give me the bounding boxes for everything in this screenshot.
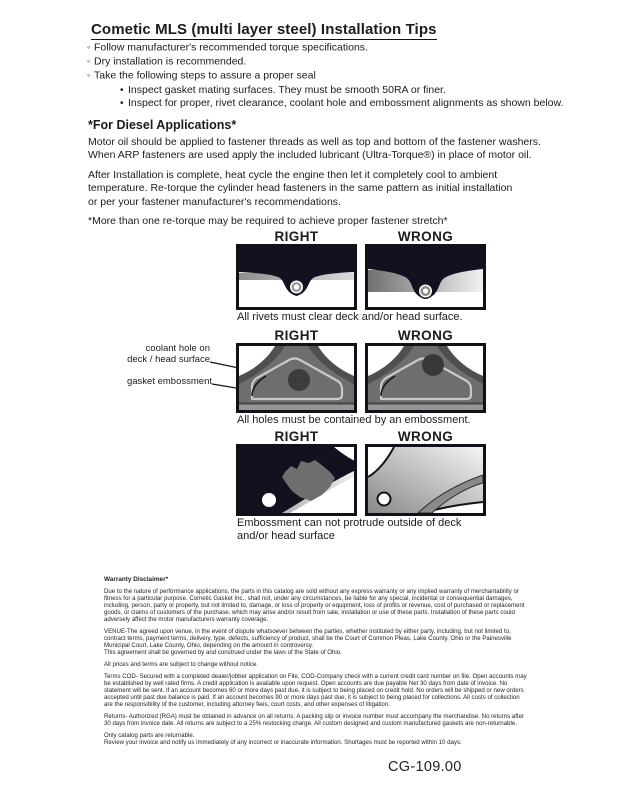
label-gasket-embossment: gasket embossment — [126, 376, 212, 387]
embossment-right-graphic — [239, 447, 354, 513]
diesel-paragraph-2 — [88, 169, 512, 209]
tips-bullet-text: Dry installation is recommended. — [94, 55, 247, 68]
open-bullet-icon: ◦ — [87, 56, 91, 67]
tips-bullet-text: Take the following steps to assure a proper seal — [94, 69, 316, 82]
tips-bullet — [87, 69, 563, 83]
diagram-right-label: RIGHT — [274, 429, 319, 444]
rivet-caption: All rivets must clear deck and/or head surface. — [237, 311, 463, 323]
tips-bullet — [87, 55, 563, 69]
paragraph-line: Motor oil should be applied to fastener threads as well as top and bottom of the fastener washers. — [88, 136, 541, 148]
tips-sub-bullet-text: Inspect for proper, rivet clearance, coolant hole and embossment alignments as shown below. — [128, 97, 564, 110]
diesel-applications-heading: *For Diesel Applications* — [88, 118, 237, 132]
retorque-note: *More than one re-torque may be required to achieve proper fastener stretch* — [88, 215, 448, 227]
paragraph-line: or per your fastener manufacturer's recommendations. — [88, 195, 341, 208]
coolant-hole-graphic — [422, 354, 444, 376]
diagram-embossment-right — [236, 444, 357, 516]
bolt-hole-graphic — [378, 493, 391, 506]
installation-tips-list — [87, 41, 563, 111]
diagram-right-label: RIGHT — [274, 328, 319, 343]
coolant-caption: All holes must be contained by an embossment. — [237, 414, 471, 426]
open-bullet-icon: ◦ — [87, 42, 91, 52]
filled-bullet-icon: • — [120, 84, 124, 96]
diagram-embossment-wrong — [365, 444, 486, 516]
disclaimer-paragraph: VENUE-The agreed upon venue, in the event of dispute whatsoever between the parties, whether instituted by either party, including, but not limited to, contract terms, payment terms, delivery, type, defects, sufficiency of product, shall be the Court of Common Pleas, Lake County, Ohio or the Painesville Municipal Court, Lake County, Ohio, depending on the amount in controversy. This agreement shall be governed by and construed under the laws of the State of Ohio. — [104, 627, 512, 656]
coolant-wrong-graphic — [368, 346, 483, 410]
bolt-hole-graphic — [262, 493, 276, 507]
diagram-right-label: RIGHT — [274, 229, 319, 244]
rivet-wrong-graphic — [368, 247, 483, 307]
diagram-wrong-label: WRONG — [397, 328, 454, 343]
tips-sub-bullet-text: Inspect gasket mating surfaces. They must be smooth 50RA or finer. — [128, 83, 446, 96]
filled-bullet-icon: • — [120, 98, 124, 110]
diesel-paragraph-1 — [88, 136, 541, 163]
tips-sub-bullet — [87, 84, 563, 98]
diagram-rivet-wrong — [365, 244, 486, 310]
tips-bullet-text: Follow manufacturer's recommended torque specifications. — [94, 41, 368, 54]
page-title: Cometic MLS (multi layer steel) Installation Tips — [91, 21, 437, 38]
label-coolant-hole: coolant hole on deck / head surface — [127, 343, 210, 365]
disclaimer-paragraph: All prices and terms are subject to change without notice. — [104, 660, 259, 668]
disclaimer-paragraph: Terms COD- Secured with a completed dealer/jobber application on File, COD-Company check with a current credit card number on file. Open accounts may be established by well rated firms. A credit application is available upon request. Open accounts are due payable Net 30 days from date of invoice. No statement will be sent. If an account becomes 60 or more days past due, it is subject to being placed on credit hold. No orders will be shipped or new orders accepted until past due balance is paid. If an account becomes 90 or more days past due, it is subject to being placed for collections. All costs of collection are the responsibility of the customer, including attorney fees, court costs, and other expenses of litigation. — [104, 672, 527, 708]
paragraph-line: When ARP fasteners are used apply the included lubricant (Ultra-Torque®) in place of motor oil. — [88, 149, 532, 162]
embossment-wrong-graphic — [368, 447, 483, 513]
rivet-right-graphic — [239, 247, 354, 307]
disclaimer-paragraph: Returns- Authorized (RGA) must be obtained in advance on all returns. A packing slip or invoice number must accompany the merchandise. No returns after 30 days from invoice date. All returns are subject to a 25% restocking charge. All custom designed and custom manufactured gaskets are non-returnable. — [104, 712, 525, 727]
warranty-disclaimer — [104, 576, 527, 751]
embossment-caption: Embossment can not protrude outside of deck and/or head surface — [237, 517, 462, 542]
coolant-hole-graphic — [288, 369, 310, 391]
disclaimer-paragraph: Due to the nature of performance applications, the parts in this catalog are sold without any express warranty or any implied warranty of merchantability or fitness for a particular purpose. Cometic Gasket Inc., shall not, under any circumstances, be liable for any special, incidental or consequential damages, including, person, party or property, but not limited to, damage, or loss of property or equipment, loss of profits or revenue, cost of purchased or replacement goods, or claims of customers of the purchase, which may arise and/or result from sale, installation or use of these parts. Installation of these parts could adversely affect the motor manufacturers warranty coverage. — [104, 587, 525, 623]
open-bullet-icon: ◦ — [87, 70, 91, 81]
paragraph-line: temperature. Re-torque the cylinder head fasteners in the same pattern as initial installation — [88, 182, 513, 195]
coolant-right-graphic — [239, 346, 354, 410]
paragraph-line: After Installation is complete, heat cycle the engine then let it completely cool to ambient — [88, 169, 498, 181]
diagram-wrong-label: WRONG — [397, 429, 454, 444]
diagram-coolant-right — [236, 343, 357, 413]
diagram-coolant-wrong — [365, 343, 486, 413]
diagram-rivet-right — [236, 244, 357, 310]
diagram-wrong-label: WRONG — [397, 229, 454, 244]
page-number: CG-109.00 — [388, 759, 462, 775]
tips-bullet — [87, 41, 563, 55]
disclaimer-paragraph: Only catalog parts are returnable. Review your invoice and notify us immediately of any incorrect or inaccurate information. Shortages must be reported within 10 days. — [104, 731, 462, 746]
tips-sub-bullet — [87, 97, 563, 111]
warranty-heading: Warranty Disclaimer* — [104, 576, 169, 583]
